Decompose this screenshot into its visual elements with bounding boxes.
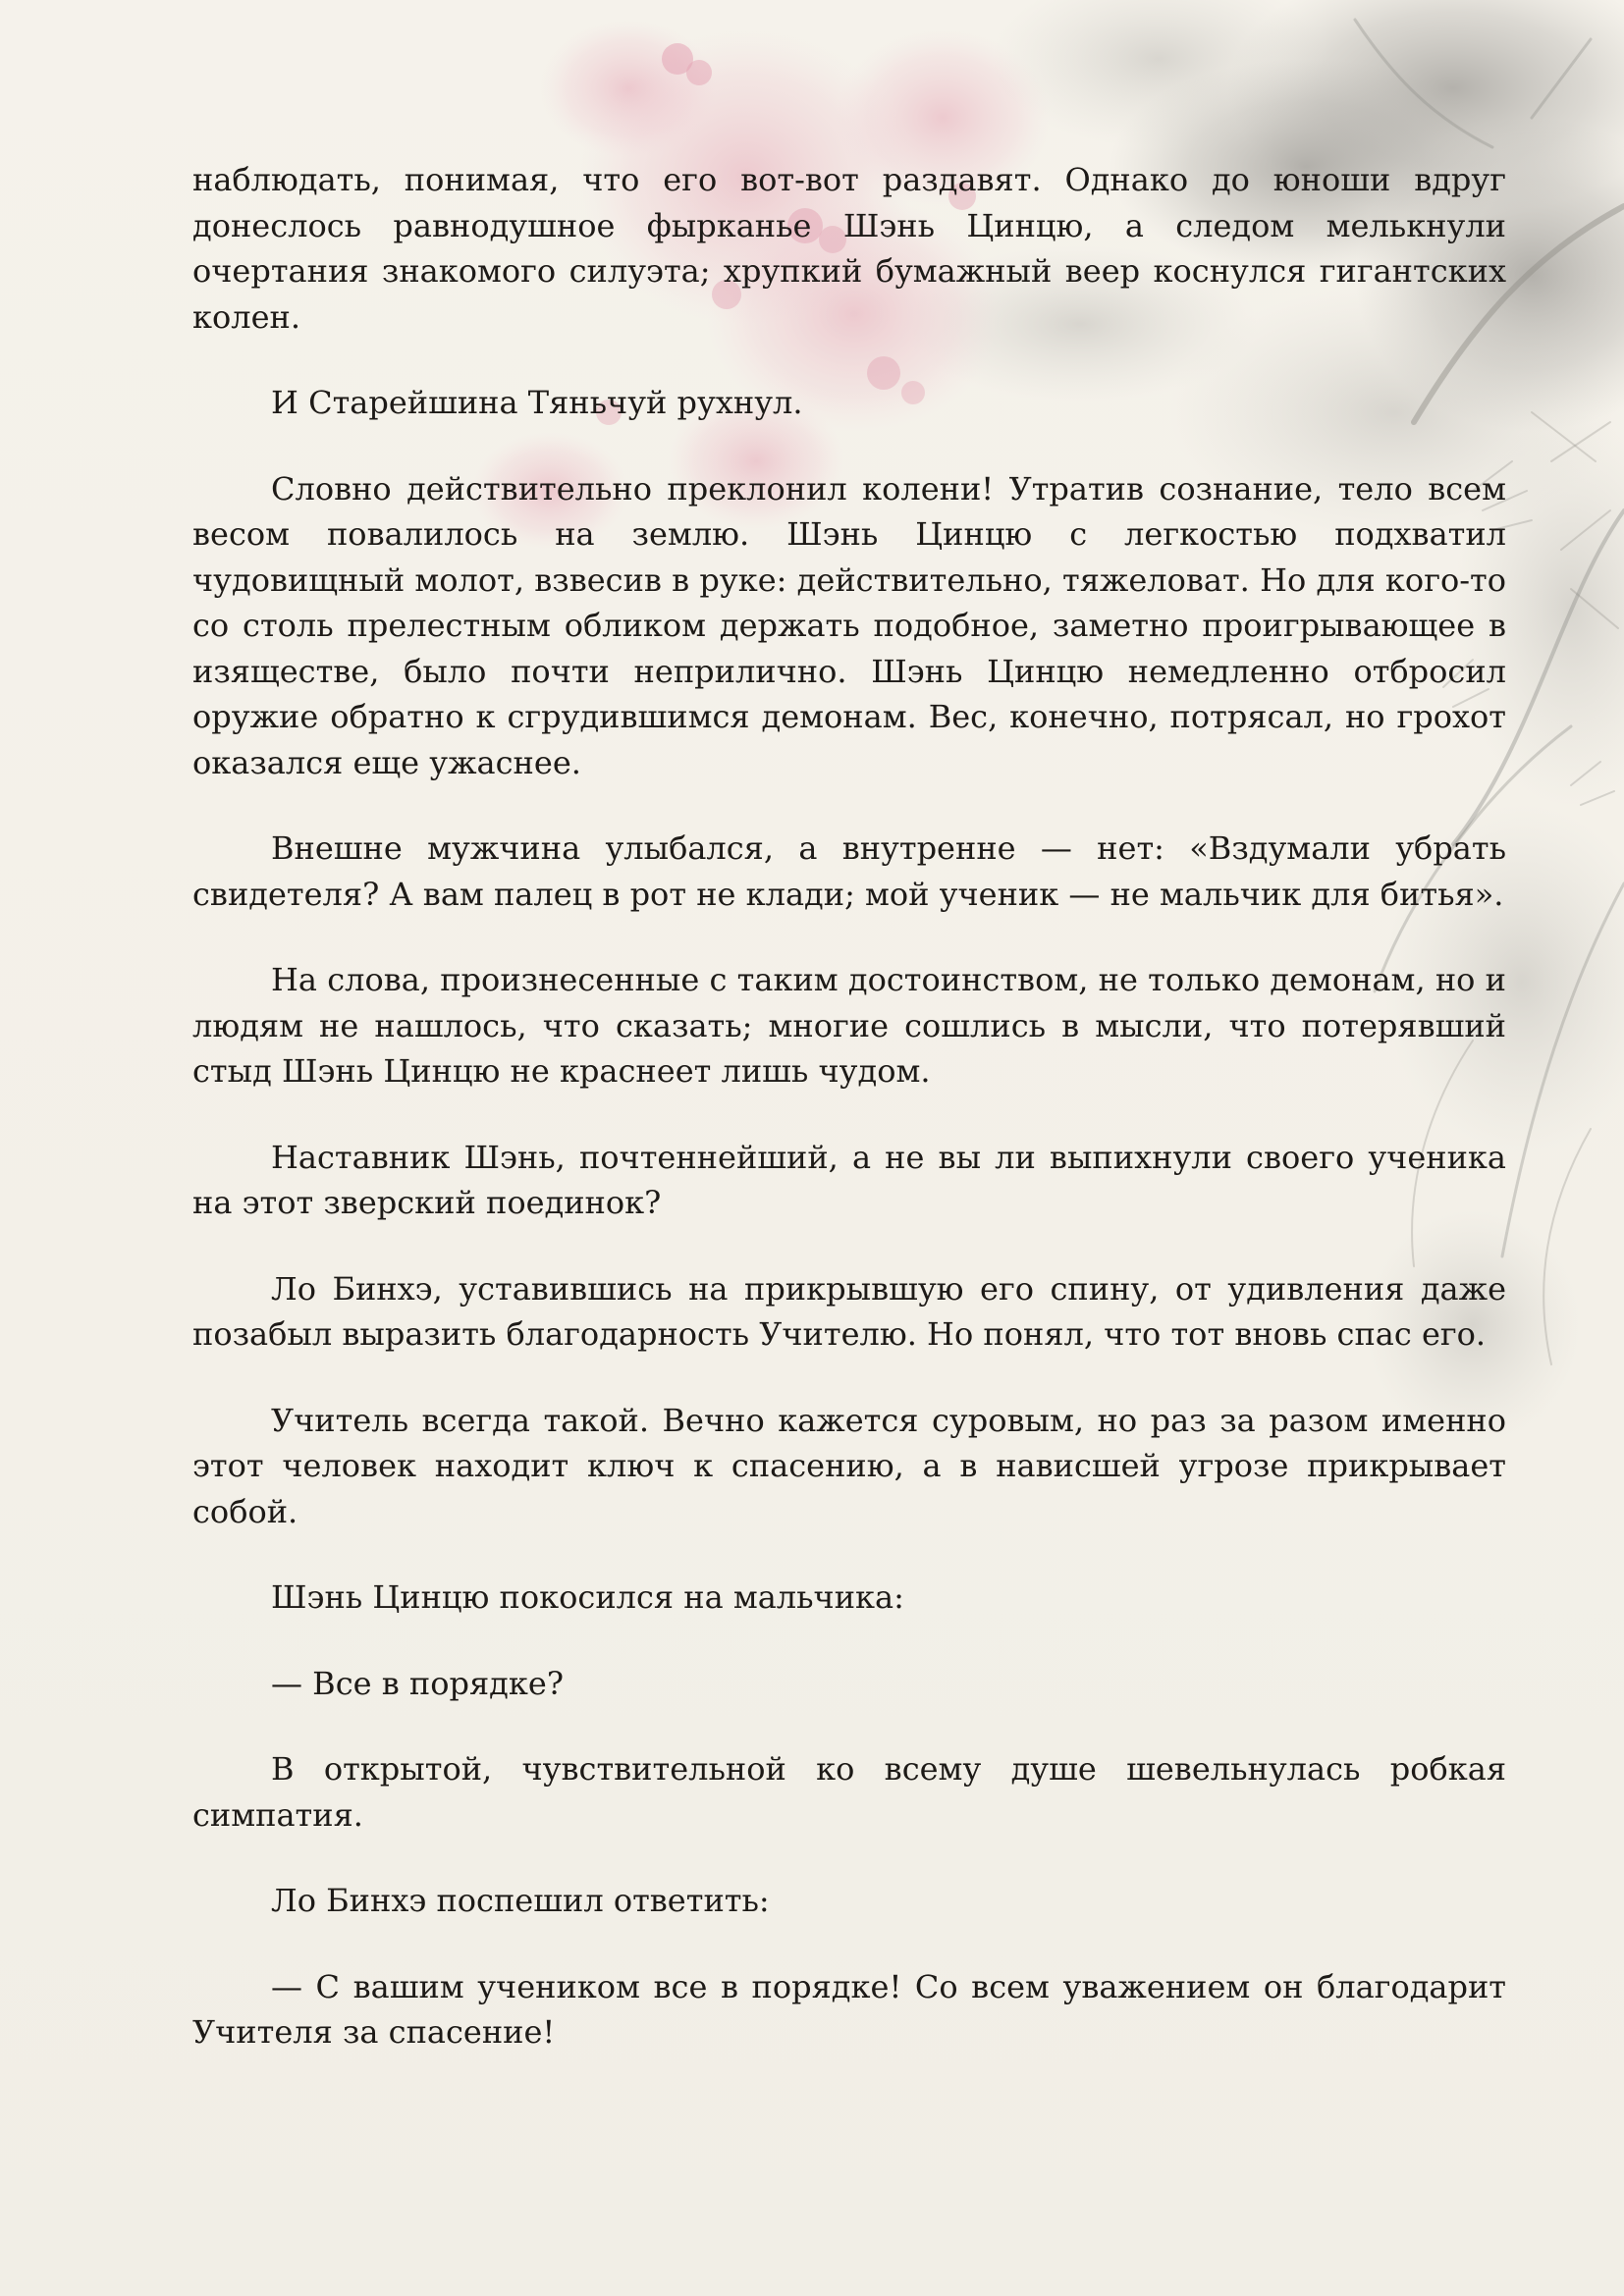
paragraph: наблюдать, понимая, что его вот-вот раздавят. Однако до юноши вдруг донеслось равнодушное фырканье Шэнь Цинцю, а следом мелькнули очертания знакомого силуэта; хрупкий бумажный веер коснулся гигантских колен. (192, 161, 1506, 336)
paragraph: Наставник Шэнь, почтеннейший, а не вы ли выпихнули своего ученика на этот зверский поединок? (192, 1138, 1506, 1221)
paragraph: — Все в порядке? (271, 1664, 564, 1702)
paragraph: — С вашим учеником все в порядке! Со всем уважением он благодарит Учителя за спасение! (192, 1967, 1506, 2051)
paragraph: На слова, произнесенные с таким достоинством, не только демонам, но и людям не нашлось, что сказать; многие сошлись в мысли, что потерявший стыд Шэнь Цинцю не краснеет лишь чудом. (192, 961, 1506, 1090)
paragraph: Учитель всегда такой. Вечно кажется суровым, но раз за разом именно этот человек находит ключ к спасению, а в нависшей угрозе прикрывает собой. (192, 1401, 1506, 1530)
paragraph: И Старейшина Тяньчуй рухнул. (271, 384, 803, 421)
paragraph: Ло Бинхэ поспешил ответить: (271, 1882, 770, 1919)
paragraph: Ло Бинхэ, уставившись на прикрывшую его спину, от удивления даже позабыл выразить благодарность Учителю. Но понял, что тот вновь спас его. (192, 1269, 1506, 1353)
document-body (192, 157, 1506, 2096)
paragraph: В открытой, чувствительной ко всему душе шевельнулась робкая симпатия. (192, 1750, 1506, 1834)
paragraph: Шэнь Цинцю покосился на мальчика: (271, 1578, 904, 1616)
paragraph: Словно действительно преклонил колени! Утратив сознание, тело всем весом повалилось на землю. Шэнь Цинцю с легкостью подхватил чудовищный молот, взвесив в руке: действительно, тяжеловат. Но для кого-то со столь прелестным обликом держать подобное, заметно проигрывающее в изяществе, было почти неприлично. Шэнь Цинцю немедленно отбросил оружие обратно к сгрудившимся демонам. Вес, конечно, потрясал, но грохот оказался еще ужаснее. (192, 469, 1506, 781)
paragraph: Внешне мужчина улыбался, а внутренне — нет: «Вздумали убрать свидетеля? А вам палец в рот не клади; мой ученик — не мальчик для битья». (192, 829, 1506, 913)
